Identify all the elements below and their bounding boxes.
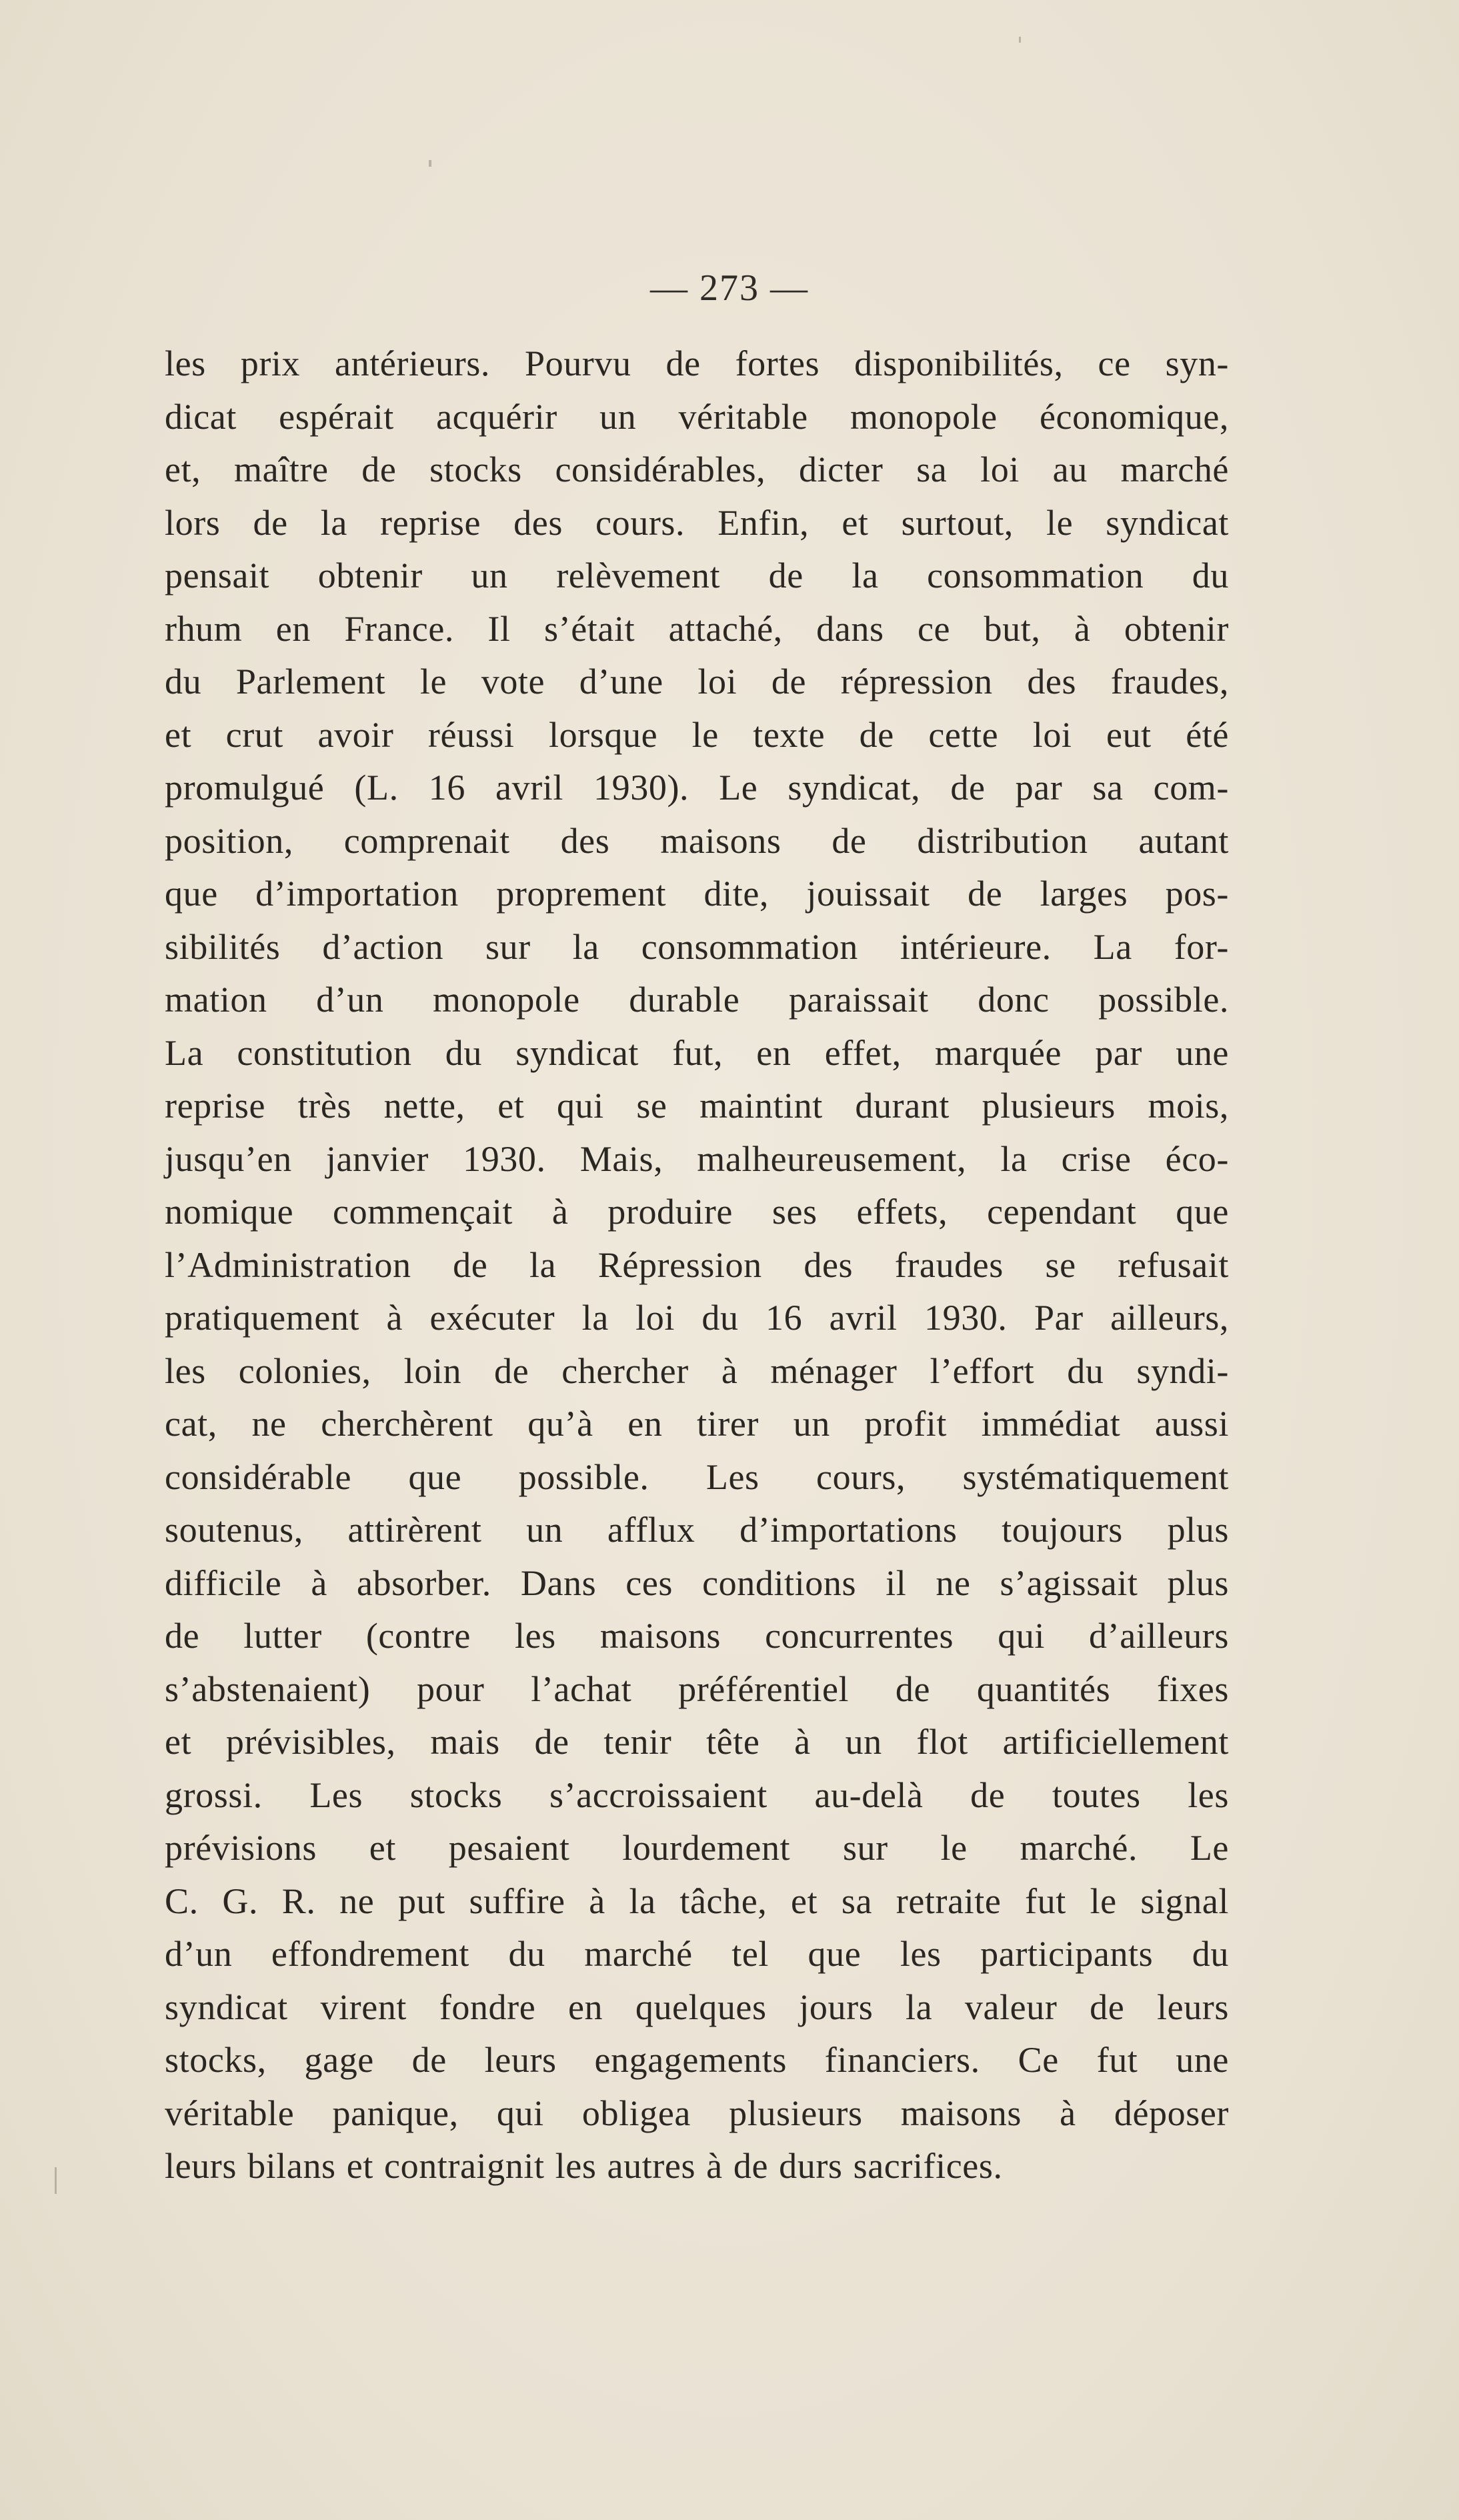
text-line: que d’importation proprement dite, jouissait de larges pos- bbox=[165, 874, 1229, 914]
text-line: grossi. Les stocks s’accroissaient au-delà de toutes les bbox=[165, 1774, 1229, 1815]
paper-speck bbox=[429, 160, 431, 167]
text-line: de lutter (contre les maisons concurrentes qui d’ailleurs bbox=[165, 1616, 1229, 1656]
text-line: leurs bilans et contraignit les autres à de durs sacrifices. bbox=[165, 2146, 1003, 2186]
text-line: les prix antérieurs. Pourvu de fortes disponibilités, ce syn- bbox=[165, 343, 1229, 383]
text-line: mation d’un monopole durable paraissait donc possible. bbox=[165, 980, 1229, 1020]
text-line: et crut avoir réussi lorsque le texte de cette loi eut été bbox=[165, 714, 1229, 755]
text-line: et, maître de stocks considérables, dicter sa loi au marché bbox=[165, 449, 1229, 489]
text-line: et prévisibles, mais de tenir tête à un flot artificiellement bbox=[165, 1722, 1229, 1762]
text-line: pensait obtenir un relèvement de la consommation du bbox=[165, 555, 1229, 595]
text-line: dicat espérait acquérir un véritable monopole économique, bbox=[165, 396, 1229, 437]
text-line: soutenus, attirèrent un afflux d’importations toujours plus bbox=[165, 1510, 1229, 1550]
text-line: considérable que possible. Les cours, systématiquement bbox=[165, 1456, 1229, 1497]
text-line: jusqu’en janvier 1930. Mais, malheureusement, la crise éco- bbox=[165, 1138, 1229, 1179]
text-line: les colonies, loin de chercher à ménager l’effort du syndi- bbox=[165, 1350, 1229, 1391]
text-line: promulgué (L. 16 avril 1930). Le syndicat, de par sa com- bbox=[165, 768, 1229, 808]
text-line: cat, ne cherchèrent qu’à en tirer un profit immédiat aussi bbox=[165, 1404, 1229, 1444]
text-line: véritable panique, qui obligea plusieurs maisons à déposer bbox=[165, 2093, 1229, 2133]
text-line: pratiquement à exécuter la loi du 16 avril 1930. Par ailleurs, bbox=[165, 1298, 1229, 1338]
text-line: La constitution du syndicat fut, en effet, marquée par une bbox=[165, 1032, 1229, 1073]
text-line: du Parlement le vote d’une loi de répression des fraudes, bbox=[165, 662, 1229, 702]
text-line: C. G. R. ne put suffire à la tâche, et sa retraite fut le signal bbox=[165, 1880, 1229, 1921]
text-line: rhum en France. Il s’était attaché, dans ce but, à obtenir bbox=[165, 608, 1229, 649]
text-line: syndicat virent fondre en quelques jours la valeur de leurs bbox=[165, 1987, 1229, 2027]
text-line: d’un effondrement du marché tel que les participants du bbox=[165, 1934, 1229, 1974]
text-line: sibilités d’action sur la consommation intérieure. La for- bbox=[165, 926, 1229, 967]
page-number: — 273 — bbox=[650, 267, 809, 309]
text-line: difficile à absorber. Dans ces conditions il ne s’agissait plus bbox=[165, 1562, 1229, 1603]
text-line: nomique commençait à produire ses effets, cependant que bbox=[165, 1192, 1229, 1232]
text-line: l’Administration de la Répression des fraudes se refusait bbox=[165, 1244, 1229, 1285]
text-line: prévisions et pesaient lourdement sur le marché. Le bbox=[165, 1828, 1229, 1868]
text-line: reprise très nette, et qui se maintint durant plusieurs mois, bbox=[165, 1086, 1229, 1126]
paper-speck bbox=[1019, 37, 1021, 43]
body-text bbox=[165, 337, 1229, 2193]
text-line: position, comprenait des maisons de distribution autant bbox=[165, 820, 1229, 861]
text-line: lors de la reprise des cours. Enfin, et surtout, le syndicat bbox=[165, 502, 1229, 543]
text-line: stocks, gage de leurs engagements financiers. Ce fut une bbox=[165, 2040, 1229, 2080]
text-line: s’abstenaient) pour l’achat préférentiel de quantités fixes bbox=[165, 1668, 1229, 1709]
paper-speck bbox=[55, 2167, 57, 2194]
